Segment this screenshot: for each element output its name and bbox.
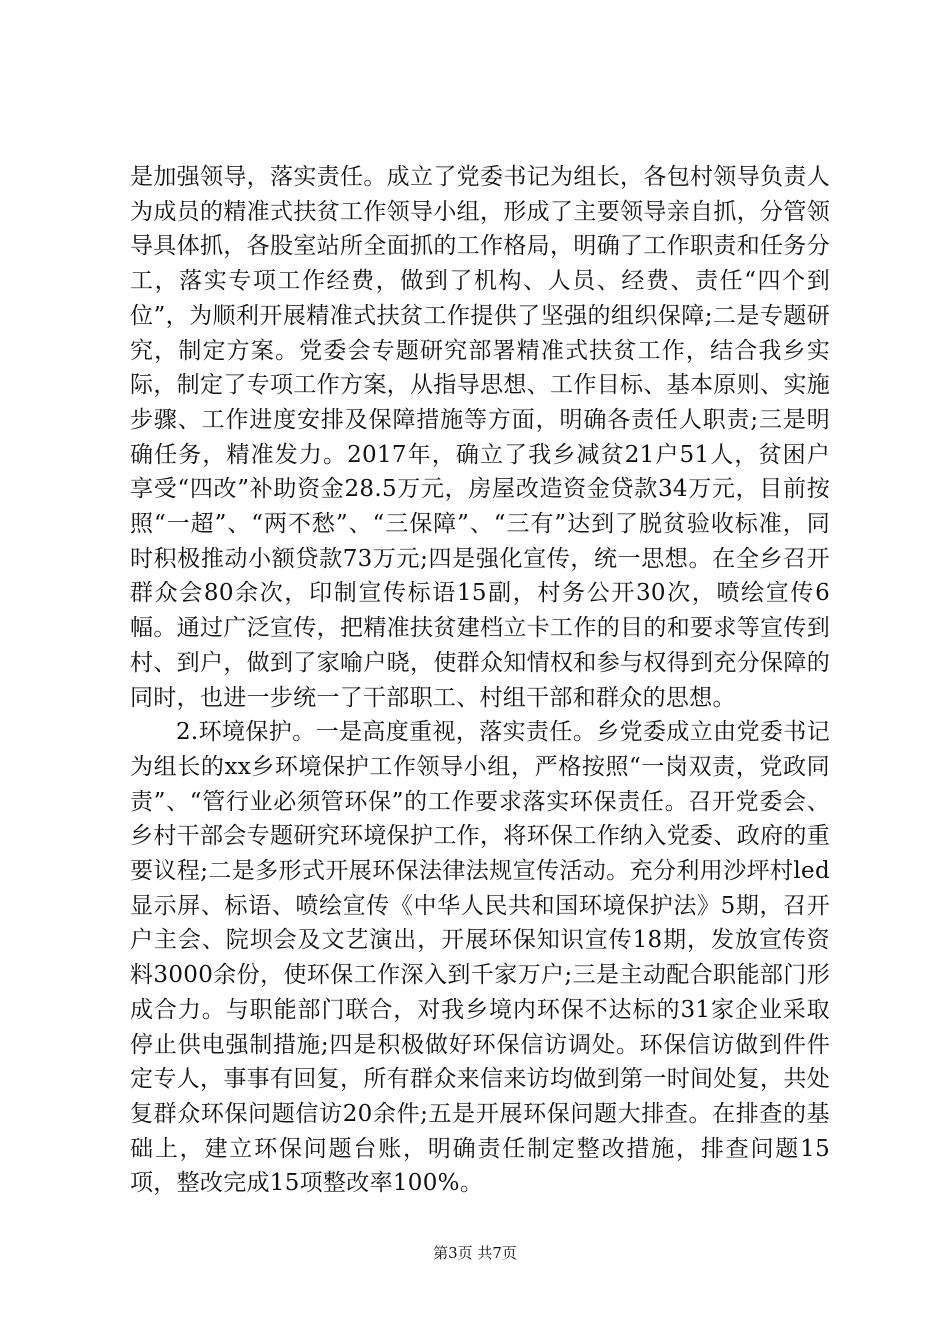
paragraph-environmental-protection: 2.环境保护。一是高度重视，落实责任。乡党委成立由党委书记为组长的xx乡环境保护工作领导小组，严格按照“一岗双责，党政同责”、“管行业必须管环保”的工作要求落实环保责任。召开党委会、乡村干部会专题研究环境保护工作，将环保工作纳入党委、政府的重要议程;二是多形式开展环保法律法规宣传活动。充分利用沙坪村led显示屏、标语、喷绘宣传《中华人民共和国环境保护法》5期，召开户主会、院坝会及文艺演出，开展环保知识宣传18期，发放宣传资料3000余份，使环保工作深入到千家万户;三是主动配合职能部门形成合力。与职能部门联合，对我乡境内环保不达标的31家企业采取停止供电强制措施;四是积极做好环保信访调处。环保信访做到件件定专人，事事有回复，所有群众来信来访均做到第一时间处复，共处复群众环保问题信访20余件;五是开展环保问题大排查。在排查的基础上，建立环保问题台账，明确责任制定整改措施，排查问题15项，整改完成15项整改率100%。 (130, 719, 830, 1197)
paragraph-poverty-alleviation: 是加强领导，落实责任。成立了党委书记为组长，各包村领导负责人为成员的精准式扶贫工作领导小组，形成了主要领导亲自抓，分管领导具体抓，各股室站所全面抓的工作格局，明确了工作职责和任务分工，落实专项工作经费，做到了机构、人员、经费、责任“四个到位”，为顺利开展精准式扶贫工作提供了坚强的组织保障;二是专题研究，制定方案。党委会专题研究部署精准式扶贫工作，结合我乡实际，制定了专项工作方案，从指导思想、工作目标、基本原则、实施步骤、工作进度安排及保障措施等方面，明确各责任人职责;三是明确任务，精准发力。2017年，确立了我乡减贫21户51人，贫困户享受“四改”补助资金28.5万元，房屋改造资金贷款34万元，目前按照“一超”、“两不愁”、“三保障”、“三有”达到了脱贫验收标准，同时积极推动小额贷款73万元;四是强化宣传，统一思想。在全乡召开群众会80余次，印制宣传标语15副，村务公开30次，喷绘宣传6幅。通过广泛宣传，把精准扶贫建档立卡工作的目的和要求等宣传到村、到户，做到了家喻户晓，使群众知情权和参与权得到充分保障的同时，也进一步统一了干部职工、村组干部和群众的思想。 (130, 164, 830, 711)
document-body (130, 160, 830, 1201)
page-number-footer: 第3页 共7页 (433, 1244, 517, 1262)
